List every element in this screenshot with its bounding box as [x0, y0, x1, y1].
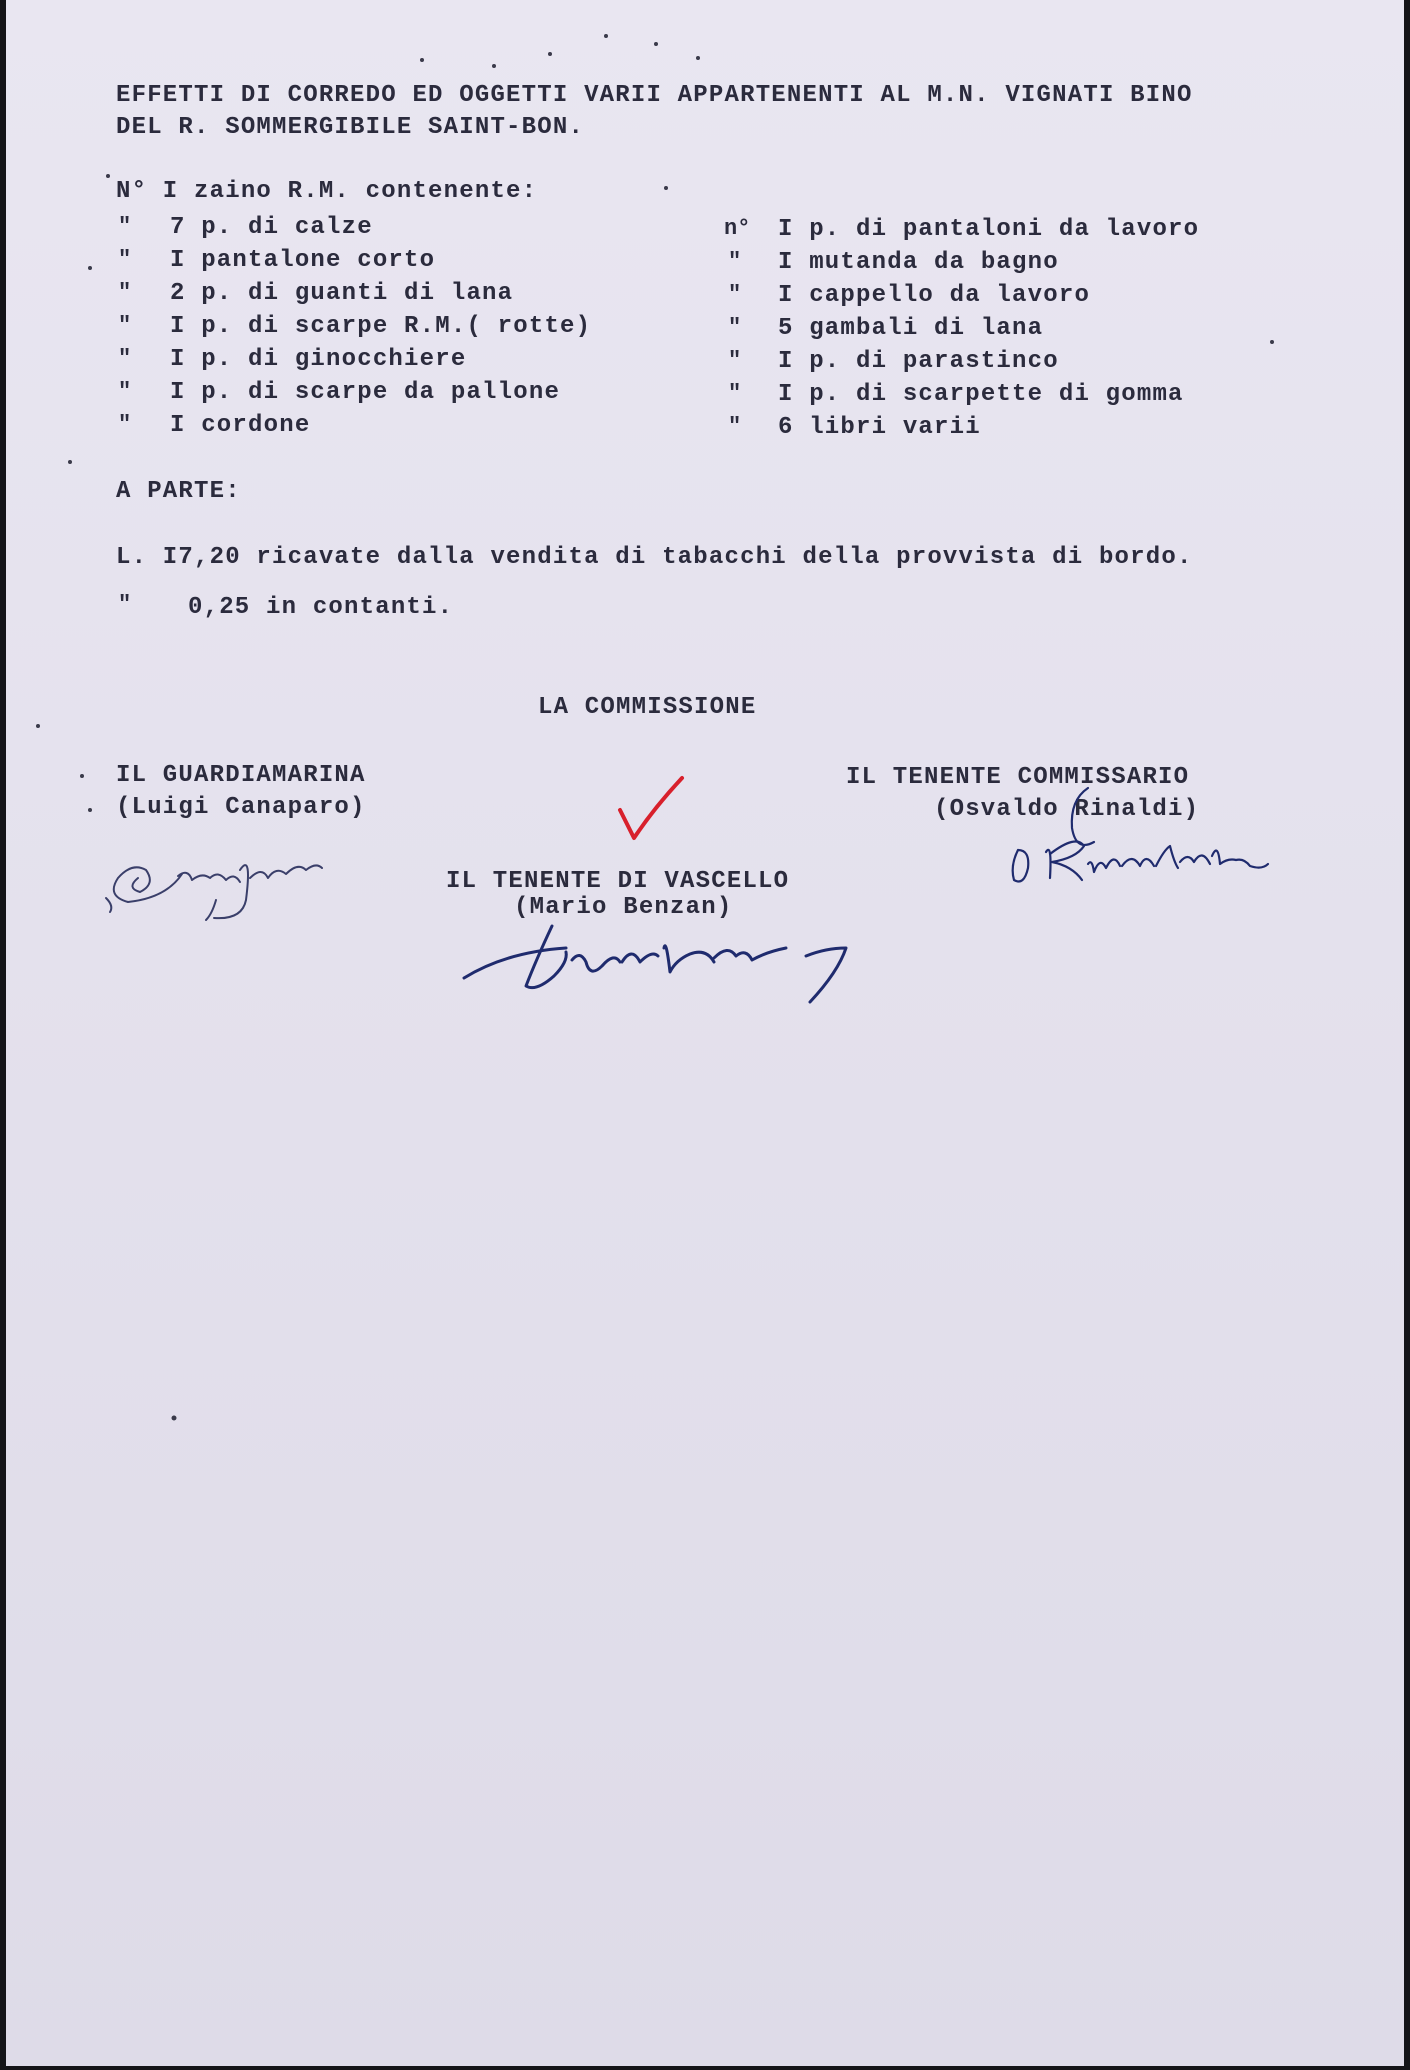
- item-text: I pantalone corto: [170, 247, 436, 274]
- ditto-mark: ": [728, 249, 742, 274]
- ditto-mark: ": [118, 412, 132, 437]
- signature-canaparo: [106, 865, 322, 920]
- document-title-line2: DEL R. SOMMERGIBILE SAINT-BON.: [116, 114, 585, 141]
- signatory-title: IL TENENTE COMMISSARIO: [846, 764, 1190, 791]
- document-page: [6, 0, 1404, 2066]
- item-text: I p. di ginocchiere: [170, 346, 467, 373]
- item-text: I mutanda da bagno: [778, 249, 1059, 276]
- signature-benzan: [464, 926, 846, 1002]
- a-parte-line1: L. I7,20 ricavate dalla vendita di tabacchi della provvista di bordo.: [116, 544, 1193, 571]
- item-text: I p. di pantaloni da lavoro: [778, 216, 1200, 243]
- item-text: I cordone: [170, 412, 311, 439]
- item-text: 2 p. di guanti di lana: [170, 280, 514, 307]
- ditto-mark: ": [728, 414, 742, 439]
- red-check-mark-icon: [620, 778, 682, 838]
- inventory-intro: N° I zaino R.M. contenente:: [116, 178, 538, 205]
- ditto-mark: ": [728, 348, 742, 373]
- signature-rinaldi: [1013, 788, 1268, 882]
- ditto-mark: ": [118, 313, 132, 338]
- item-text: I p. di scarpe da pallone: [170, 379, 561, 406]
- ditto-mark: ": [728, 282, 742, 307]
- item-text: I p. di parastinco: [778, 348, 1059, 375]
- ditto-mark: ": [728, 381, 742, 406]
- ditto-mark: ": [118, 379, 132, 404]
- signatory-name: (Luigi Canaparo): [116, 794, 366, 821]
- ditto-mark: ": [118, 346, 132, 371]
- commission-title: LA COMMISSIONE: [538, 694, 757, 721]
- handwriting-layer: [6, 0, 1404, 2066]
- item-text: I p. di scarpe R.M.( rotte): [170, 313, 592, 340]
- signatory-name: (Osvaldo Rinaldi): [934, 796, 1200, 823]
- signatory-title: IL GUARDIAMARINA: [116, 762, 366, 789]
- signatory-title: IL TENENTE DI VASCELLO: [446, 868, 790, 895]
- ditto-mark: ": [118, 247, 132, 272]
- item-text: I cappello da lavoro: [778, 282, 1091, 309]
- document-title-line1: EFFETTI DI CORREDO ED OGGETTI VARII APPARTENENTI AL M.N. VIGNATI BINO: [116, 82, 1193, 109]
- paper-marks: [36, 34, 1274, 1421]
- ditto-mark: ": [118, 280, 132, 305]
- ditto-mark: ": [118, 214, 132, 239]
- item-text: 5 gambali di lana: [778, 315, 1044, 342]
- signatory-name: (Mario Benzan): [514, 894, 733, 921]
- a-parte-line2: 0,25 in contanti.: [188, 594, 454, 621]
- item-text: 7 p. di calze: [170, 214, 373, 241]
- ditto-mark: ": [118, 592, 132, 617]
- item-text: 6 libri varii: [778, 414, 981, 441]
- a-parte-label: A PARTE:: [116, 478, 241, 505]
- item-text: I p. di scarpette di gomma: [778, 381, 1184, 408]
- ditto-mark: n°: [724, 216, 751, 241]
- ditto-mark: ": [728, 315, 742, 340]
